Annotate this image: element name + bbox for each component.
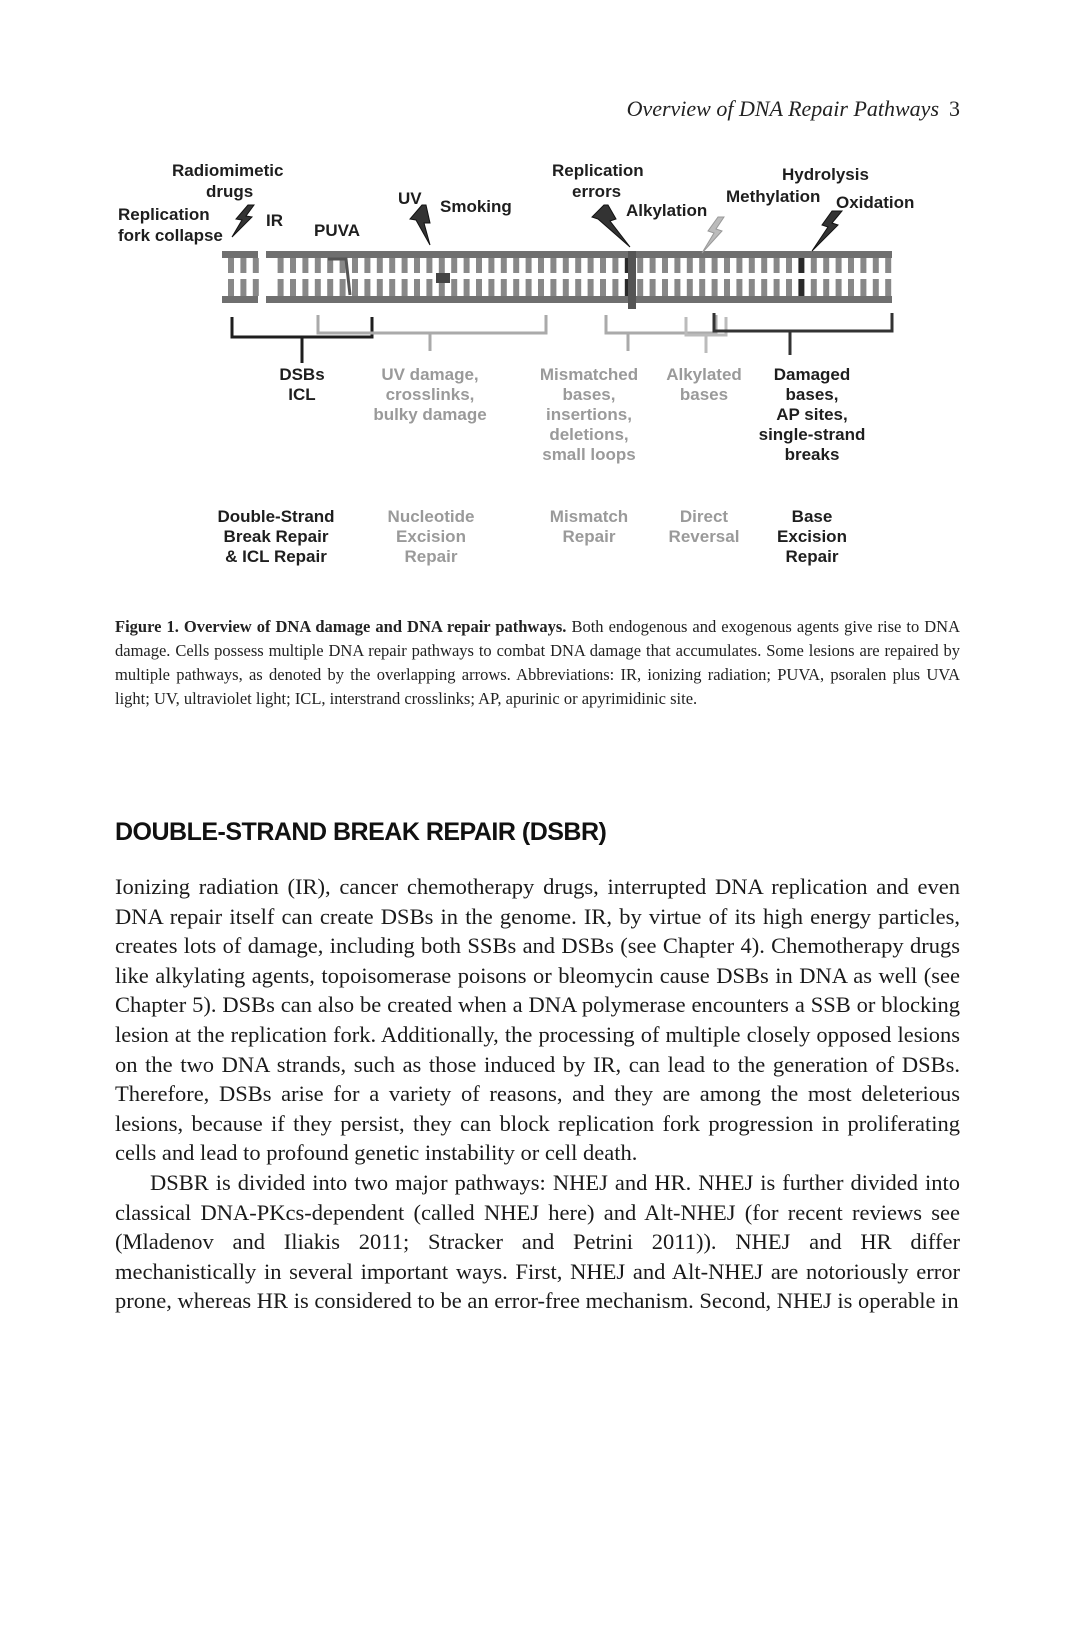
base-pair	[600, 279, 606, 296]
base-pair	[848, 279, 854, 296]
base-pair	[476, 279, 482, 296]
base-pair	[823, 279, 829, 296]
base-pair	[439, 258, 445, 273]
lesion-alkylated: Alkylated bases	[666, 365, 742, 404]
base-pair	[501, 258, 507, 273]
base-pair	[526, 258, 532, 273]
section-heading: DOUBLE-STRAND BREAK REPAIR (DSBR)	[115, 818, 607, 846]
base-pair	[302, 258, 308, 273]
dna-strand-top	[266, 251, 892, 258]
pathway-dr: Direct Reversal	[668, 507, 740, 546]
base-pair	[464, 279, 470, 296]
base-pair	[315, 279, 321, 296]
base-pair	[278, 279, 284, 296]
agent-uv: UV	[398, 189, 422, 208]
base-pair	[712, 279, 718, 296]
base-pair	[389, 279, 395, 296]
base-pair	[488, 279, 494, 296]
mismatch-marker	[628, 251, 636, 309]
base-pair	[414, 258, 420, 273]
dna-double-helix	[222, 251, 892, 309]
dna-strand-top	[222, 251, 258, 258]
base-pair	[860, 279, 866, 296]
base-pair	[662, 258, 668, 273]
lightning-bolt-icon	[812, 211, 842, 251]
bracket-dsb	[232, 317, 372, 363]
base-pair	[836, 258, 842, 273]
base-pair	[364, 279, 370, 296]
base-pair	[873, 279, 879, 296]
agent-hydrolysis: Hydrolysis	[782, 165, 869, 184]
bracket-mismatch	[606, 315, 716, 351]
base-pair	[352, 258, 358, 273]
base-pair	[798, 258, 804, 273]
base-pair	[848, 258, 854, 273]
base-pair	[377, 279, 383, 296]
base-pair	[761, 258, 767, 273]
paragraph: DSBR is divided into two major pathways: NHEJ and HR. NHEJ is further divided into classical DNA-PKcs-dependent (called NHEJ here) and Alt-NHEJ (for recent reviews see (Mladenov and Iliakis 2011; Stracker and Petrini 2011)). NHEJ and HR differ mechanistically in several important ways. First, NHEJ and Alt-NHEJ are notoriously error prone, whereas HR is considered to be an error-free mechanism. Second, NHEJ is operable in	[115, 1169, 960, 1314]
base-pair	[315, 258, 321, 273]
agent-alkylation: Alkylation	[626, 201, 708, 220]
lesion-mismatch: Mismatched bases, insertions, deletions, small loops	[539, 365, 639, 464]
agent-ir: IR	[266, 211, 283, 230]
base-pair	[550, 279, 556, 296]
paragraph: Ionizing radiation (IR), cancer chemotherapy drugs, interrupted DNA replication and even DNA repair itself can create DSBs in the genome. IR, by virtue of its high energy particles, creates lots of damage, including both SSBs and DSBs (see Chapter 4). Chemotherapy drugs like alkylating agents, topoisomerase poisons or bleomycin cause DSBs in DNA as well (see Chapter 5). DSBs can also be created when a DNA polymerase encounters a SSB or blocking lesion at the replication fork. Additionally, the processing of multiple closely opposed lesions on the two DNA strands, such as those induced by IR, can lead to the generation of DSBs. Therefore, DSBs arise for a variety of reasons, and they are among the most deleterious lesions, because if they persist, they can block replication fork progression in proliferating cells and lead to profound genetic instability or cell death.	[115, 874, 960, 1166]
lesion-brackets	[232, 313, 892, 363]
base-pair	[476, 258, 482, 273]
base-pair	[327, 279, 333, 296]
lightning-bolt-icon	[702, 217, 724, 253]
base-pair	[501, 279, 507, 296]
base-pair	[687, 258, 693, 273]
pathway-ber: Base Excision Repair	[777, 507, 847, 566]
figure-1	[110, 155, 970, 615]
pathway-dsbr: Double-Strand Break Repair & ICL Repair	[217, 507, 335, 566]
base-pair	[340, 279, 346, 296]
base-pair	[563, 258, 569, 273]
base-pair	[873, 258, 879, 273]
base-pair	[364, 258, 370, 273]
dna-strand-bottom	[266, 296, 892, 303]
base-pair	[228, 279, 234, 296]
agent-puva: PUVA	[314, 221, 360, 240]
base-pair	[253, 258, 259, 273]
caption-text: Both endogenous and exogenous agents give rise to DNA damage. Cells possess multiple DNA repair pathways to combat DNA damage that accumulates. Some lesions are repaired by multiple pathways, as denoted by the overlapping arrows. Abbreviations: IR, ionizing radiation; PUVA, psoralen plus UVA light; UV, ultraviolet light; ICL, interstrand crosslinks; AP, apurinic or apyrimidinic site.	[115, 617, 960, 708]
base-pair	[650, 258, 656, 273]
base-pair	[588, 258, 594, 273]
base-pair	[749, 279, 755, 296]
base-pair	[290, 258, 296, 273]
base-pair	[538, 279, 544, 296]
base-pair	[414, 279, 420, 296]
base-pair	[377, 258, 383, 273]
base-pair	[786, 279, 792, 296]
agent-drugs: drugs	[206, 182, 254, 201]
base-pair	[774, 279, 780, 296]
body-text	[115, 872, 960, 1316]
base-pair	[526, 279, 532, 296]
base-pair	[228, 258, 234, 273]
base-pair	[736, 279, 742, 296]
base-pair	[885, 258, 891, 273]
base-pair	[699, 279, 705, 296]
base-pair	[860, 258, 866, 273]
agent-methylation: Methylation	[726, 187, 821, 206]
base-pair	[563, 279, 569, 296]
agent-replication-errors-1: Replication	[552, 161, 644, 180]
base-pair	[600, 258, 606, 273]
base-pair	[811, 279, 817, 296]
agent-smoking: Smoking	[440, 197, 512, 216]
base-pair	[724, 258, 730, 273]
lesion-dsb: DSBs ICL	[279, 365, 325, 404]
base-pair	[637, 279, 643, 296]
bracket-damaged	[714, 313, 892, 355]
agent-replication-errors-2: errors	[572, 182, 622, 201]
base-pair	[513, 258, 519, 273]
bracket-alkylated	[686, 317, 726, 353]
page-number: 3	[949, 96, 960, 121]
base-pair	[464, 258, 470, 273]
base-pair	[538, 258, 544, 273]
base-pair	[389, 258, 395, 273]
figure-caption	[115, 615, 960, 711]
caption-label: Figure 1. Overview of DNA damage and DNA repair pathways.	[115, 617, 567, 636]
base-pair	[712, 258, 718, 273]
base-pair	[674, 258, 680, 273]
base-pair	[240, 258, 246, 273]
base-pair	[402, 279, 408, 296]
base-pair	[588, 279, 594, 296]
agent-replication-fork-2: fork collapse	[118, 226, 223, 245]
base-pair	[736, 258, 742, 273]
lightning-bolt-icon	[232, 205, 254, 237]
base-pair	[637, 258, 643, 273]
base-pair	[278, 258, 284, 273]
base-pair	[650, 279, 656, 296]
base-pair	[749, 258, 755, 273]
base-pair	[513, 279, 519, 296]
base-pair	[302, 279, 308, 296]
base-pair	[798, 279, 804, 296]
dna-strand-bottom	[222, 296, 258, 303]
lesion-damaged: Damaged bases, AP sites, single-strand breaks	[758, 365, 866, 464]
base-pair	[674, 279, 680, 296]
base-pair	[426, 279, 432, 296]
base-pair	[612, 279, 618, 296]
base-pair	[761, 279, 767, 296]
base-pair	[290, 279, 296, 296]
lightning-bolt-icon	[410, 205, 430, 245]
base-pair	[823, 258, 829, 273]
base-pair	[550, 258, 556, 273]
agent-radiomimetic: Radiomimetic	[172, 161, 284, 180]
base-pair	[240, 279, 246, 296]
running-head-title: Overview of DNA Repair Pathways	[626, 96, 939, 121]
agent-oxidation: Oxidation	[836, 193, 915, 212]
base-pair	[786, 258, 792, 273]
lightning-bolt-icon	[592, 205, 630, 247]
crosslink-marker	[436, 273, 450, 283]
base-pair	[352, 279, 358, 296]
base-pair	[699, 258, 705, 273]
running-head	[627, 96, 960, 122]
base-pair	[575, 258, 581, 273]
base-pair	[811, 258, 817, 273]
base-pair	[724, 279, 730, 296]
base-pair	[662, 279, 668, 296]
base-pair	[836, 279, 842, 296]
base-pair	[885, 279, 891, 296]
base-pair	[575, 279, 581, 296]
base-pair	[774, 258, 780, 273]
base-pair	[451, 258, 457, 273]
base-pair	[253, 279, 259, 296]
base-pair	[426, 258, 432, 273]
bracket-uv	[318, 315, 546, 351]
base-pair	[687, 279, 693, 296]
base-pair	[488, 258, 494, 273]
base-pair	[612, 258, 618, 273]
pathway-ner: Nucleotide Excision Repair	[387, 507, 475, 566]
pathway-mmr: Mismatch Repair	[549, 507, 629, 546]
lesion-uv: UV damage, crosslinks, bulky damage	[373, 365, 487, 424]
base-pair	[402, 258, 408, 273]
base-pair	[451, 279, 457, 296]
agent-replication-fork-1: Replication	[118, 205, 210, 224]
